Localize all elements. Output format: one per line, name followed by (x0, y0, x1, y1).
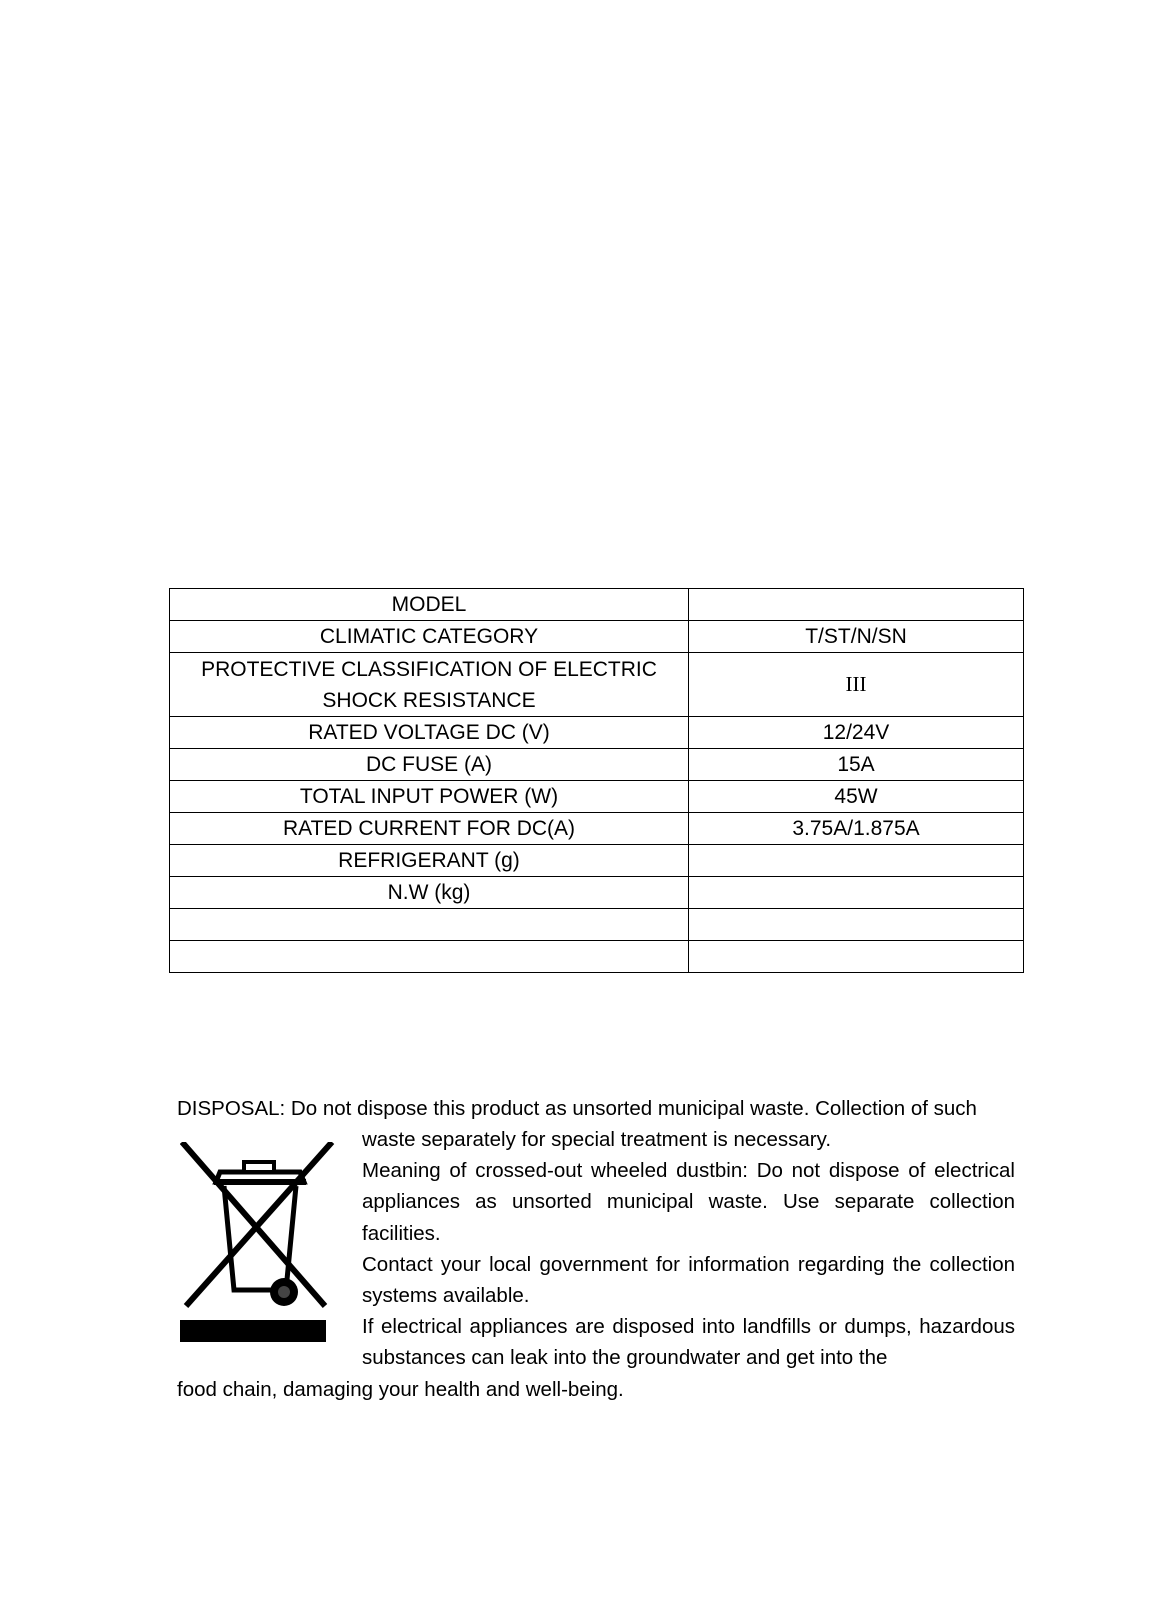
table-row (170, 877, 1024, 909)
disposal-paragraph: Contact your local government for information regarding the collection systems available. (362, 1252, 1015, 1308)
disposal-last-line: food chain, damaging your health and well-being. (177, 1378, 624, 1401)
disposal-paragraph: waste separately for special treatment is necessary. (362, 1128, 832, 1151)
spec-label: RATED VOLTAGE DC (V) (170, 717, 689, 749)
table-row (170, 845, 1024, 877)
specification-table (169, 588, 1024, 973)
spec-label: CLIMATIC CATEGORY (170, 621, 689, 653)
spec-label-line: SHOCK RESISTANCE (322, 688, 536, 712)
spec-label: MODEL (170, 589, 689, 621)
spec-value: III (689, 653, 1024, 717)
spec-label: RATED CURRENT FOR DC(A) (170, 813, 689, 845)
table-row (170, 749, 1024, 781)
spec-value: 3.75A/1.875A (689, 813, 1024, 845)
table-row (170, 589, 1024, 621)
spec-label: N.W (kg) (170, 877, 689, 909)
spec-label (170, 909, 689, 941)
table-row (170, 909, 1024, 941)
spec-label (170, 653, 689, 717)
spec-value (689, 845, 1024, 877)
spec-label: DC FUSE (A) (170, 749, 689, 781)
table-row (170, 813, 1024, 845)
table-row (170, 621, 1024, 653)
spec-value (689, 877, 1024, 909)
spec-value (689, 941, 1024, 973)
table-row (170, 717, 1024, 749)
spec-label-line: PROTECTIVE CLASSIFICATION OF ELECTRIC (201, 657, 657, 681)
table-row (170, 781, 1024, 813)
spec-label (170, 941, 689, 973)
disposal-body (362, 1124, 1015, 1374)
spec-value: 45W (689, 781, 1024, 813)
table-row (170, 941, 1024, 973)
disposal-paragraph: If electrical appliances are disposed into landfills or dumps, hazardous substances can leak into the groundwater and get into the (362, 1315, 1015, 1370)
disposal-paragraph: Meaning of crossed-out wheeled dustbin: Do not dispose of electrical appliances as unsorted municipal waste. Use separate collection facilities. (362, 1159, 1015, 1245)
spec-value: 15A (689, 749, 1024, 781)
spec-value: T/ST/N/SN (689, 621, 1024, 653)
spec-label: TOTAL INPUT POWER (W) (170, 781, 689, 813)
spec-value: 12/24V (689, 717, 1024, 749)
spec-value (689, 589, 1024, 621)
spec-label: REFRIGERANT (g) (170, 845, 689, 877)
disposal-heading-line: DISPOSAL: Do not dispose this product as unsorted municipal waste. Collection of such (177, 1097, 977, 1120)
table-row (170, 653, 1024, 717)
crossed-out-wheeled-bin-icon (180, 1142, 336, 1342)
spec-value (689, 909, 1024, 941)
